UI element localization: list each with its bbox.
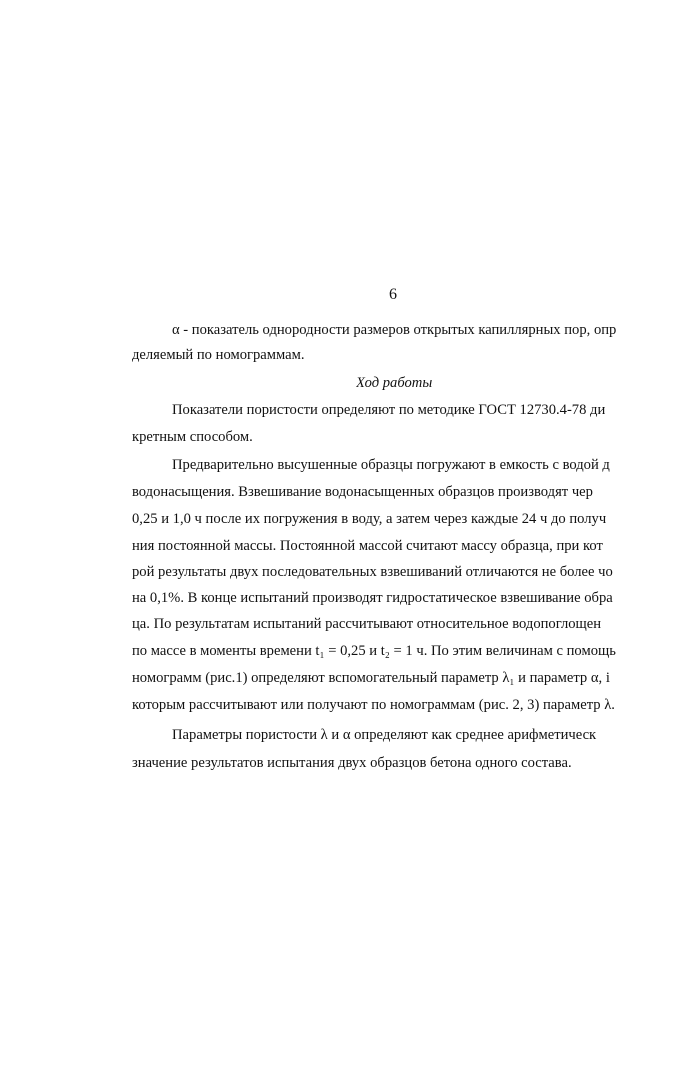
text-line: 0,25 и 1,0 ч после их погружения в воду, а затем через каждые 24 ч до получ: [132, 511, 607, 527]
text-line: кретным способом.: [132, 429, 253, 445]
text-line: ца. По результатам испытаний рассчитывают относительное водопоглощен: [132, 616, 602, 632]
text-line: по массе в моменты времени t₁ = 0,25 и t₂ = 1 ч. По этим величинам с помощь: [132, 643, 616, 659]
text-line: значение результатов испытания двух образцов бетона одного состава.: [132, 755, 572, 771]
text-line: Предварительно высушенные образцы погружают в емкость с водой д: [172, 457, 610, 473]
text-line: ния постоянной массы. Постоянной массой считают массу образца, при кот: [132, 538, 603, 554]
text-line: Параметры пористости λ и α определяют как среднее арифметическ: [172, 727, 597, 743]
text-line: водонасыщения. Взвешивание водонасыщенных образцов производят чер: [132, 484, 593, 500]
section-heading: Ход работы: [356, 375, 433, 391]
text-line: на 0,1%. В конце испытаний производят гидростатическое взвешивание обра: [132, 590, 613, 606]
text-line: рой результаты двух последовательных взвешиваний отличаются не более чо: [132, 564, 613, 580]
text-line: деляемый по номограммам.: [132, 347, 305, 363]
text-line: α - показатель однородности размеров открытых капиллярных пор, опр: [172, 322, 617, 338]
text-line: номограмм (рис.1) определяют вспомогательный параметр λ₁ и параметр α, і: [132, 670, 610, 686]
page-number: 6: [389, 286, 397, 303]
text-line: которым рассчитывают или получают по номограммам (рис. 2, 3) параметр λ.: [132, 697, 615, 713]
text-line: Показатели пористости определяют по методике ГОСТ 12730.4-78 ди: [172, 402, 606, 418]
